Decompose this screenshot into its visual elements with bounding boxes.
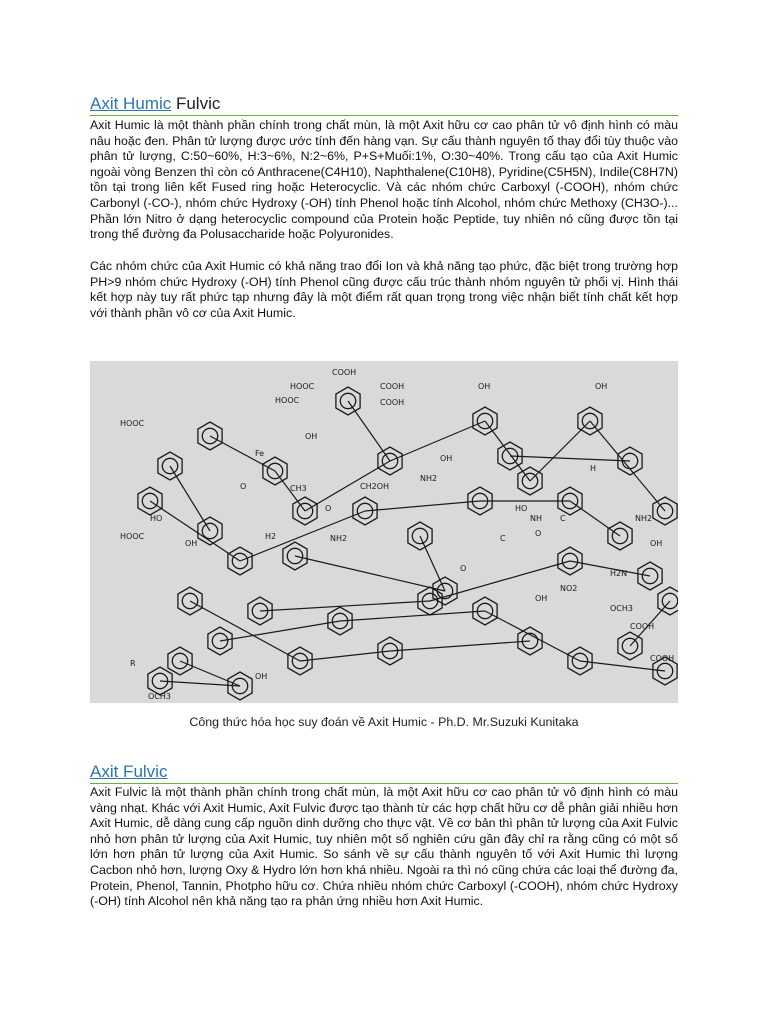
structure-atom-label: OCH3 — [610, 604, 633, 613]
structure-atom-label: NH — [530, 514, 542, 523]
structure-atom-label: OH — [440, 454, 453, 463]
structure-atom-label: OH — [255, 672, 268, 681]
paragraph-humic-description: Axit Humic là một thành phần chính trong chất mùn, là một Axit hữu cơ cao phân tử vô định hình có màu nâu hoặc đen. Phân tử lượng được ước tính đến hàng vạn. Sự cấu thành nguyên tố thay đổi tùy thuộc vào phân tử lượng, C:50~60%, H:3~6%, N:2~6%, P+S+Muối:1%, O:30~40%. Trong cấu tạo của Axit Humic ngoài vòng Benzen thì còn có Anthracene(C4H10), Naphthalene(C10H8), Pyridine(C5H5N), Indile(C8H7N) tồn tại trong liên kết Fused ring hoặc Heterocyclic. Và các nhóm chức Carboxyl (-COOH), nhóm chức Carbonyl (-CO-), nhóm chức Hydroxy (-OH) tính Phenol hoặc tính Alcohol, nhóm chức Methoxy (CH3O-)... Phần lớn Nitro ở dạng heterocyclic compound của Protein hoặc Peptide, tuy nhiên nó cũng được tồn tại trong thể đường đa Polusaccharide hoặc Polyuronides. — [90, 118, 678, 242]
structure-atom-label: COOH — [332, 368, 357, 377]
structure-atom-label: COOH — [380, 382, 405, 391]
bond-line — [365, 501, 480, 511]
bond-line — [340, 611, 485, 621]
structure-atom-label: HO — [515, 504, 528, 513]
structure-atom-label: R — [130, 659, 136, 668]
structure-atom-label: H — [590, 464, 597, 473]
structure-atom-label: OCH3 — [148, 692, 171, 701]
heading-link-axit-humic[interactable]: Axit Humic — [90, 94, 172, 113]
structure-atom-label: COOH — [630, 622, 655, 631]
bond-line — [300, 651, 390, 661]
structure-atom-label: O — [325, 504, 332, 513]
section-heading-humic — [90, 94, 678, 116]
structure-atom-label: OH — [305, 432, 318, 441]
structure-atom-label: NO2 — [560, 584, 578, 593]
structure-atom-label: NH2 — [330, 534, 348, 543]
section-heading-fulvic — [90, 762, 678, 784]
structure-atom-label: HOOC — [120, 532, 145, 541]
heading-text-fulvic: Fulvic — [171, 94, 221, 113]
structure-atom-label: COOH — [650, 654, 675, 663]
structure-atom-label: C — [560, 514, 566, 523]
structure-atom-label: CH2OH — [360, 482, 390, 491]
bond-line — [570, 501, 620, 536]
structure-atom-label: HOOC — [120, 419, 145, 428]
structure-atom-label: C — [500, 534, 506, 543]
structure-atom-label: NH2 — [420, 474, 438, 483]
bond-line — [390, 641, 530, 651]
paragraph-fulvic-description: Axit Fulvic là một thành phần chính trong chất mùn, là một Axit hữu cơ cao phân tử vô định hình có màu vàng nhạt. Khác với Axit Humic, Axit Fulvic được tạo thành từ các hợp chất hữu cơ dễ phân giải nhiều hơn Axit Humic, dễ dàng cung cấp nguồn dinh dưỡng cho thực vật. Về cơ bản thì phân tử lượng của Axit Fulvic nhỏ hơn phân tử lượng của Axit Humic, tuy nhiên một số nghiên cứu gần đây chỉ ra rằng cũng có một số lớn hơn phân tử lượng của Axit Humic. So sánh về sự cấu thành nguyên tố với Axit Humic thì lượng Cacbon nhỏ hơn, lượng Oxy & Hydro lớn hơn khá nhiều. Ngoài ra thì nó cũng chứa các loại thể đường đa, Protein, Phenol, Tannin, Photpho hữu cơ. Chứa nhiều nhóm chức Carboxyl (-COOH), nhóm chức Hydroxy (-OH) tính Alcohol nên khả năng tạo ra phản ứng nhiều hơn Axit Humic. — [90, 785, 678, 909]
bond-line — [150, 501, 240, 561]
bond-line — [210, 436, 275, 471]
structure-atom-label: Fe — [255, 449, 265, 458]
bond-line — [295, 556, 445, 591]
structure-atom-label: O — [460, 564, 467, 573]
structure-atom-label: OH — [650, 539, 663, 548]
bond-line — [390, 421, 485, 461]
structure-atom-label: OH — [595, 382, 608, 391]
bond-line — [348, 401, 390, 461]
structure-atom-label: OH — [535, 594, 548, 603]
bond-line — [170, 466, 210, 531]
bond-line — [485, 421, 530, 481]
chemical-structure-diagram — [90, 361, 678, 703]
structure-atom-label: CH3 — [290, 484, 307, 493]
figure-caption: Công thức hóa học suy đoán về Axit Humic - Ph.D. Mr.Suzuki Kunitaka — [189, 715, 579, 729]
structure-atom-label: OH — [185, 539, 198, 548]
bond-line — [220, 621, 340, 641]
bond-line — [590, 421, 665, 511]
structure-atom-label: HOOC — [290, 382, 315, 391]
structure-atom-label: OH — [478, 382, 491, 391]
paragraph-humic-functional-groups: Các nhóm chức của Axit Humic có khả năng trao đổi Ion và khả năng tạo phức, đặc biệt trong trường hợp PH>9 nhóm chức Hydroxy (-OH) tính Phenol cũng được cấu trúc thành nhóm nguyên tử phối vị. Hình thái kết hợp này tuy rất phức tạp nhưng đây là một điểm rất quan trọng trong việc nhận biết tính chất kết hợp với thành phần vô cơ của Axit Humic. — [90, 259, 678, 320]
humic-acid-structure-figure — [90, 361, 678, 703]
structure-atom-label: O — [240, 482, 247, 491]
bond-line — [420, 536, 445, 591]
structure-atom-label: H2 — [265, 532, 277, 541]
structure-atom-label: H2N — [610, 569, 628, 578]
structure-atom-label: O — [535, 529, 542, 538]
structure-atom-label: HO — [150, 514, 163, 523]
structure-atom-label: HOOC — [275, 396, 300, 405]
structure-atom-label: COOH — [380, 398, 405, 407]
structure-atom-label: NH2 — [635, 514, 653, 523]
heading-link-axit-fulvic[interactable]: Axit Fulvic — [90, 762, 168, 781]
bond-line — [510, 456, 630, 461]
bond-line — [530, 421, 590, 481]
